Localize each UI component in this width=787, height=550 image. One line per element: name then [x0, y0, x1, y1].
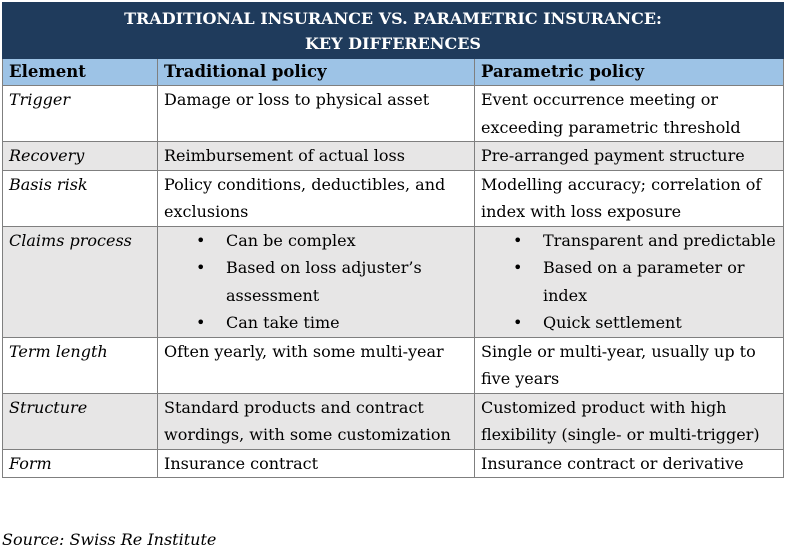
table-row-claims-process — [3, 226, 784, 337]
row-element-label: Structure — [3, 393, 158, 449]
row-parametric-cell: Single or multi-year, usually up to five years — [475, 337, 784, 393]
header-traditional: Traditional policy — [158, 59, 475, 86]
row-parametric-cell: Insurance contract or derivative — [475, 449, 784, 478]
table-title — [3, 3, 784, 59]
row-element-label: Recovery — [3, 142, 158, 171]
table-title-row — [3, 3, 784, 59]
list-item: • Based on a parameter or index — [543, 254, 777, 309]
row-parametric-cell: Pre-arranged payment structure — [475, 142, 784, 171]
row-traditional-cell: Standard products and contract wordings, with some customization — [158, 393, 475, 449]
table-title-line-2: KEY DIFFERENCES — [305, 34, 481, 53]
row-parametric-cell: Customized product with high flexibility (single- or multi-trigger) — [475, 393, 784, 449]
source-caption: Source: Swiss Re Institute — [2, 530, 217, 549]
comparison-table — [2, 2, 784, 478]
table-row-basis-risk — [3, 170, 784, 226]
comparison-table-container — [2, 2, 783, 478]
row-traditional-cell: Often yearly, with some multi-year — [158, 337, 475, 393]
row-traditional-cell: Damage or loss to physical asset — [158, 86, 475, 142]
list-item: • Can be complex — [226, 227, 468, 255]
list-item: • Can take time — [226, 309, 468, 337]
table-row-recovery — [3, 142, 784, 171]
row-parametric-cell: Event occurrence meeting or exceeding parametric threshold — [475, 86, 784, 142]
row-element-label: Trigger — [3, 86, 158, 142]
row-element-label: Form — [3, 449, 158, 478]
row-element-label: Basis risk — [3, 170, 158, 226]
header-parametric: Parametric policy — [475, 59, 784, 86]
table-row-trigger — [3, 86, 784, 142]
table-row-term-length — [3, 337, 784, 393]
table-title-line-1: TRADITIONAL INSURANCE VS. PARAMETRIC INSURANCE: — [124, 9, 662, 28]
list-item: • Based on loss adjuster’s assessment — [226, 254, 468, 309]
row-traditional-cell: Policy conditions, deductibles, and exclusions — [158, 170, 475, 226]
row-element-label: Term length — [3, 337, 158, 393]
row-traditional-cell: Reimbursement of actual loss — [158, 142, 475, 171]
list-item: • Quick settlement — [543, 309, 777, 337]
row-parametric-cell: Modelling accuracy; correlation of index with loss exposure — [475, 170, 784, 226]
header-element: Element — [3, 59, 158, 86]
row-element-label: Claims process — [3, 226, 158, 337]
row-parametric-cell — [475, 226, 784, 337]
traditional-claims-bullet-list — [164, 227, 468, 337]
table-row-structure — [3, 393, 784, 449]
parametric-claims-bullet-list — [481, 227, 777, 337]
table-row-form — [3, 449, 784, 478]
list-item: • Transparent and predictable — [543, 227, 777, 255]
row-traditional-cell — [158, 226, 475, 337]
row-traditional-cell: Insurance contract — [158, 449, 475, 478]
table-header-row — [3, 59, 784, 86]
